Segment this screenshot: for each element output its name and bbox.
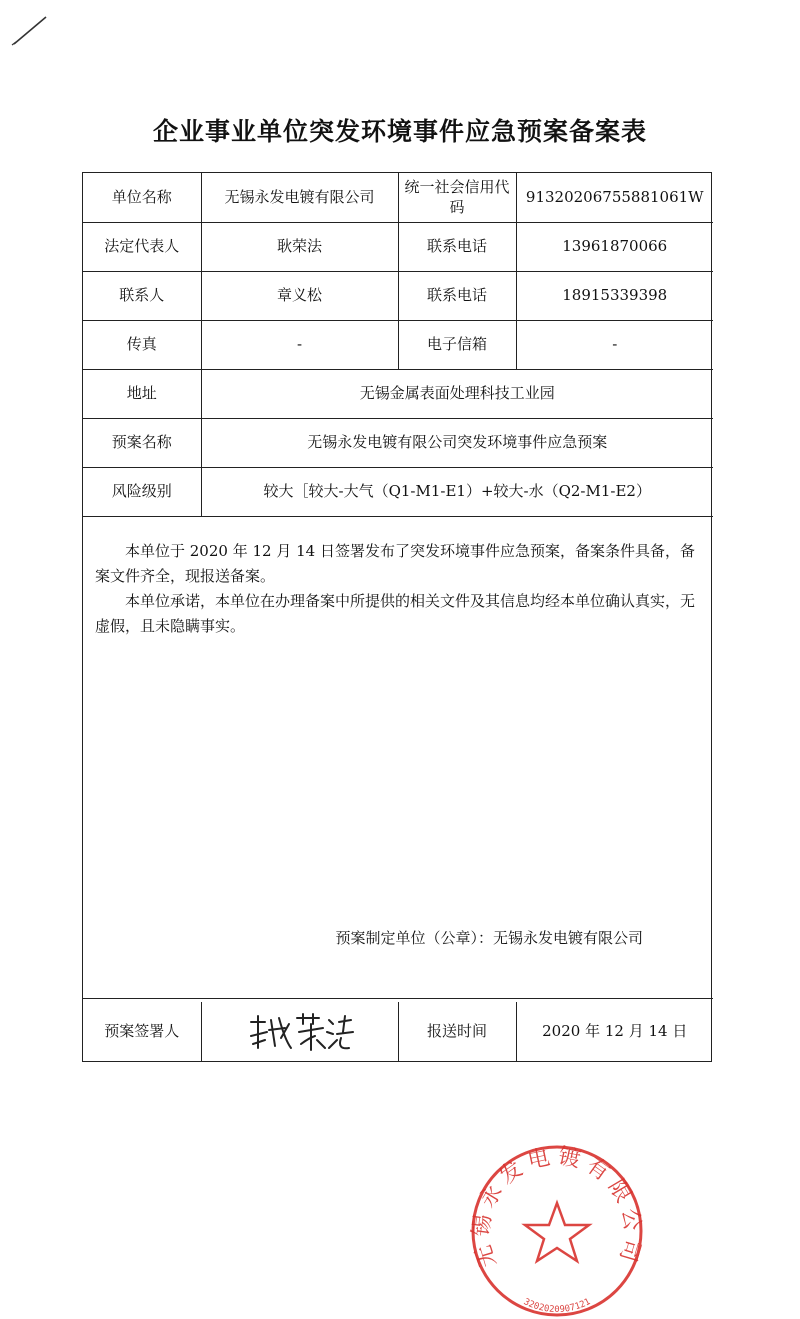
table-row: [83, 1002, 713, 1061]
declarant-line: 预案制定单位（公章）：无锡永发电镀有限公司: [335, 929, 643, 947]
signer-signature: [201, 1002, 398, 1061]
svg-text:3202020907121: 3202020907121: [521, 1297, 593, 1316]
contact-phone-value: 18915339398: [516, 271, 713, 320]
risk-level-value: 较大［较大-大气（Q1-M1-E1）+较大-水（Q2-M1-E2）: [201, 467, 713, 516]
address-value: 无锡金属表面处理科技工业园: [201, 369, 713, 418]
company-seal-stamp: [469, 1143, 645, 1319]
legal-rep-value: 耿荣法: [201, 222, 398, 271]
email-value: -: [516, 320, 713, 369]
credit-code-value: 91320206755881061W: [516, 173, 713, 222]
table-row: [83, 320, 713, 369]
table-row: [83, 418, 713, 467]
footer-table: [83, 1002, 713, 1061]
page-title: 企业事业单位突发环境事件应急预案备案表: [152, 117, 647, 146]
risk-level-label: 风险级别: [83, 467, 201, 516]
unit-name-value: 无锡永发电镀有限公司: [201, 173, 398, 222]
filing-form: [82, 172, 712, 1316]
info-table: [83, 173, 713, 517]
contact-label: 联系人: [83, 271, 201, 320]
signer-label: 预案签署人: [83, 1002, 201, 1061]
fax-label: 传真: [83, 320, 201, 369]
contact-phone-label: 联系电话: [398, 271, 516, 320]
email-label: 电子信箱: [398, 320, 516, 369]
contact-value: 章义松: [201, 271, 398, 320]
date-value: 2020 年 12 月 14 日: [516, 1002, 713, 1061]
plan-name-value: 无锡永发电镀有限公司突发环境事件应急预案: [201, 418, 713, 467]
date-label: 报送时间: [398, 1002, 516, 1061]
handwritten-signature: [245, 1010, 355, 1054]
table-row: [83, 369, 713, 418]
pen-stroke-mark: [10, 14, 50, 46]
declaration-paragraph: 本单位承诺，本单位在办理备案中所提供的相关文件及其信息均经本单位确认真实，无虚假，且未隐瞒事实。: [95, 592, 696, 635]
fax-value: -: [201, 320, 398, 369]
unit-name-label: 单位名称: [83, 173, 201, 222]
table-row: [83, 173, 713, 222]
phone-label: 联系电话: [398, 222, 516, 271]
declaration-paragraph: 本单位于 2020 年 12 月 14 日签署发布了突发环境事件应急预案，备案条件具备，备案文件齐全，现报送备案。: [95, 542, 695, 585]
table-row: [83, 222, 713, 271]
credit-code-label: 统一社会信用代码: [398, 173, 516, 222]
table-row: [83, 467, 713, 516]
legal-rep-label: 法定代表人: [83, 222, 201, 271]
address-label: 地址: [83, 369, 201, 418]
phone-value: 13961870066: [516, 222, 713, 271]
plan-name-label: 预案名称: [83, 418, 201, 467]
table-row: [83, 271, 713, 320]
svg-text:无锡永发电镀有限公司: 无锡永发电镀有限公司: [469, 1143, 645, 1271]
